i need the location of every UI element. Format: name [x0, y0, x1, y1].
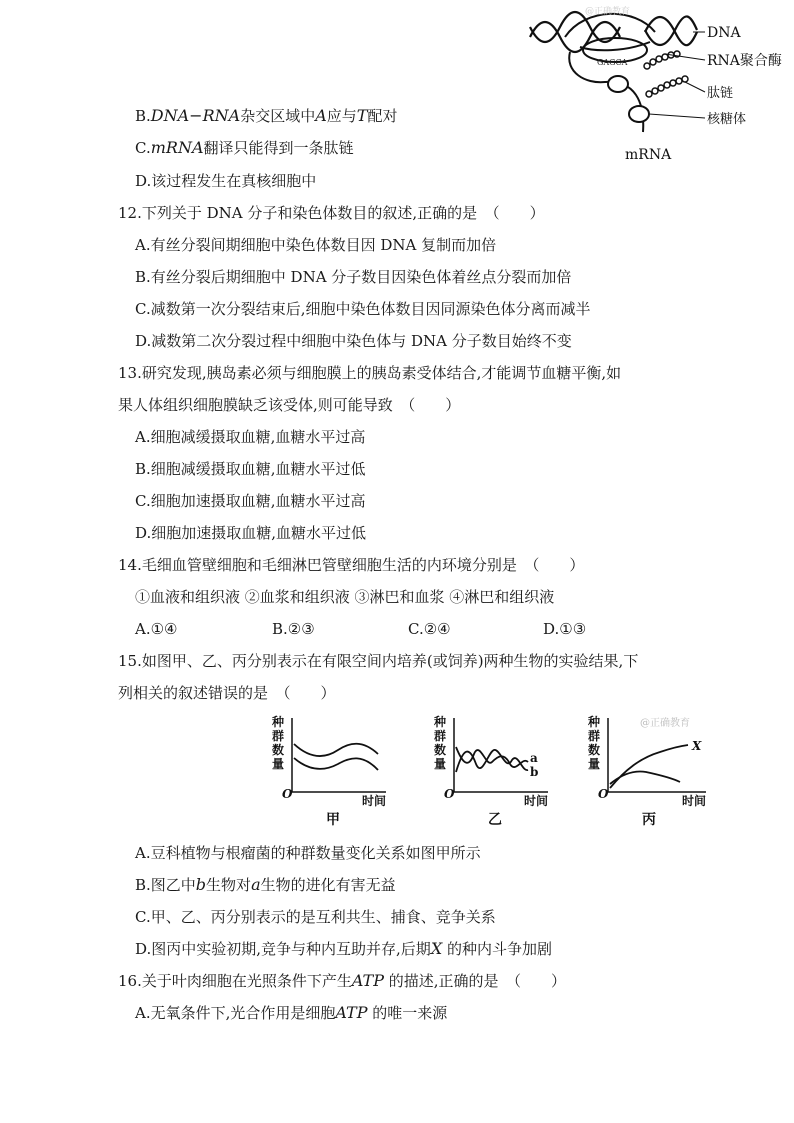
option-text: 生物对 [206, 876, 252, 894]
math-dna-rna: DNA−RNA [150, 106, 241, 125]
q13-option-c: C.细胞加速摄取血糖,血糖水平过高 [135, 492, 366, 510]
q13-option-a: A.细胞减缓摄取血糖,血糖水平过高 [135, 428, 366, 446]
q14-option-c: C.②④ [408, 620, 451, 638]
mrna-label: mRNA [625, 147, 672, 163]
origin-label: O [444, 787, 455, 801]
q15-option-d [135, 939, 552, 959]
ylabel-char: 群 [588, 729, 601, 743]
curve-a [456, 747, 528, 767]
series-a-label: a [530, 751, 538, 765]
origin-label: O [598, 787, 609, 801]
xlabel: 时间 [524, 794, 549, 808]
q11-option-d: D.该过程发生在真核细胞中 [135, 172, 317, 190]
curve-upper [294, 744, 378, 756]
option-text: 杂交区域中 [240, 107, 316, 125]
rna-pol-label: RNA聚合酶 [707, 53, 782, 69]
option-text: 的种内斗争加剧 [442, 940, 552, 958]
graph-title-jia: 甲 [326, 812, 340, 827]
math-atp: ATP [335, 1003, 368, 1022]
q12-option-d: D.减数第二次分裂过程中细胞中染色体与 DNA 分子数目始终不变 [135, 332, 572, 350]
q13-option-d: D.细胞加速摄取血糖,血糖水平过低 [135, 524, 367, 542]
watermark: @正确教育 [640, 718, 690, 729]
stem-text: 的描述,正确的是 （ ） [383, 972, 567, 990]
option-text: 的唯一来源 [367, 1004, 448, 1022]
option-letter: B. [135, 107, 151, 125]
graph-jia [268, 712, 398, 827]
curve-x [610, 745, 688, 788]
ylabel-char: 量 [434, 757, 447, 771]
peptide-chain [644, 51, 688, 97]
option-letter: C. [135, 139, 151, 157]
option-text: A.无氧条件下,光合作用是细胞 [135, 1004, 336, 1022]
seq-label: GAGCA [597, 58, 628, 67]
math-atp: ATP [351, 971, 384, 990]
option-text: 翻译只能得到一条肽链 [203, 139, 354, 157]
ylabel-char: 数 [588, 743, 601, 757]
math-x: X [430, 939, 443, 958]
q15-stem-line2: 列相关的叙述错误的是 （ ） [118, 684, 336, 702]
math-a: A [315, 106, 327, 125]
series-x-label: X [692, 739, 702, 753]
ribosome-2 [629, 106, 649, 122]
q13-stem-line2: 果人体组织细胞膜缺乏该受体,则可能导致 （ ） [118, 396, 461, 414]
graph-yi [430, 712, 560, 827]
q15-option-b [135, 875, 396, 895]
ylabel-char: 量 [272, 757, 285, 771]
q16-option-a [135, 1003, 447, 1023]
q14-items: ①血液和组织液 ②血浆和组织液 ③淋巴和血浆 ④淋巴和组织液 [135, 588, 555, 606]
ylabel-char: 种 [588, 715, 601, 729]
ylabel-char: 数 [434, 743, 447, 757]
q13-option-b: B.细胞减缓摄取血糖,血糖水平过低 [135, 460, 366, 478]
option-text: D.图丙中实验初期,竞争与种内互助并存,后期 [135, 940, 431, 958]
q11-option-b [135, 106, 397, 126]
q12-stem: 12.下列关于 DNA 分子和染色体数目的叙述,正确的是 （ ） [118, 204, 545, 222]
transcription-figure [525, 2, 785, 167]
math-a: a [251, 875, 261, 894]
graph-title-bing: 丙 [642, 812, 656, 827]
q15-option-c: C.甲、乙、丙分别表示的是互利共生、捕食、竞争关系 [135, 908, 496, 926]
q12-option-b: B.有丝分裂后期细胞中 DNA 分子数目因染色体着丝点分裂而加倍 [135, 268, 572, 286]
ylabel-char: 群 [272, 729, 285, 743]
ylabel-char: 数 [272, 743, 285, 757]
xlabel: 时间 [362, 794, 387, 808]
option-text: 生物的进化有害无益 [260, 876, 396, 894]
q14-option-b: B.②③ [272, 620, 315, 638]
ylabel-char: 量 [588, 757, 601, 771]
q15-stem-line1: 15.如图甲、乙、丙分别表示在有限空间内培养(或饲养)两种生物的实验结果,下 [118, 652, 639, 670]
watermark: @正确教育 [585, 7, 631, 17]
q12-option-a: A.有丝分裂间期细胞中染色体数目因 DNA 复制而加倍 [135, 236, 497, 254]
q16-stem [118, 971, 566, 991]
q14-stem: 14.毛细血管壁细胞和毛细淋巴管壁细胞生活的内环境分别是 （ ） [118, 556, 585, 574]
q12-option-c: C.减数第一次分裂结束后,细胞中染色体数目因同源染色体分离而减半 [135, 300, 591, 318]
math-t: T [356, 106, 368, 125]
q15-option-a: A.豆科植物与根瘤菌的种群数量变化关系如图甲所示 [135, 844, 481, 862]
xlabel: 时间 [682, 794, 707, 808]
ylabel-char: 种 [272, 715, 285, 729]
origin-label: O [282, 787, 293, 801]
option-text: 配对 [367, 107, 398, 125]
q14-option-d: D.①③ [543, 620, 587, 638]
ribosome-1 [608, 76, 628, 92]
dna-double-helix [530, 12, 697, 52]
option-text: 应与 [326, 107, 357, 125]
stem-text: 16.关于叶肉细胞在光照条件下产生 [118, 972, 352, 990]
graph-title-yi: 乙 [488, 812, 502, 827]
ribosome-label: 核糖体 [707, 112, 747, 127]
dna-label: DNA [707, 25, 741, 41]
curve-other [610, 772, 680, 785]
math-mrna: mRNA [150, 138, 204, 157]
peptide-label: 肽链 [707, 86, 734, 101]
option-text: B.图乙中 [135, 876, 196, 894]
q14-option-a: A.①④ [135, 620, 178, 638]
curve-lower [294, 758, 378, 770]
rna-polymerase-bubble [565, 14, 655, 62]
series-b-label: b [530, 765, 539, 779]
q11-option-c [135, 138, 354, 158]
ylabel-char: 群 [434, 729, 447, 743]
ylabel-char: 种 [434, 715, 447, 729]
graph-bing [580, 712, 730, 827]
math-b: b [195, 875, 207, 894]
q13-stem-line1: 13.研究发现,胰岛素必须与细胞膜上的胰岛素受体结合,才能调节血糖平衡,如 [118, 364, 622, 382]
